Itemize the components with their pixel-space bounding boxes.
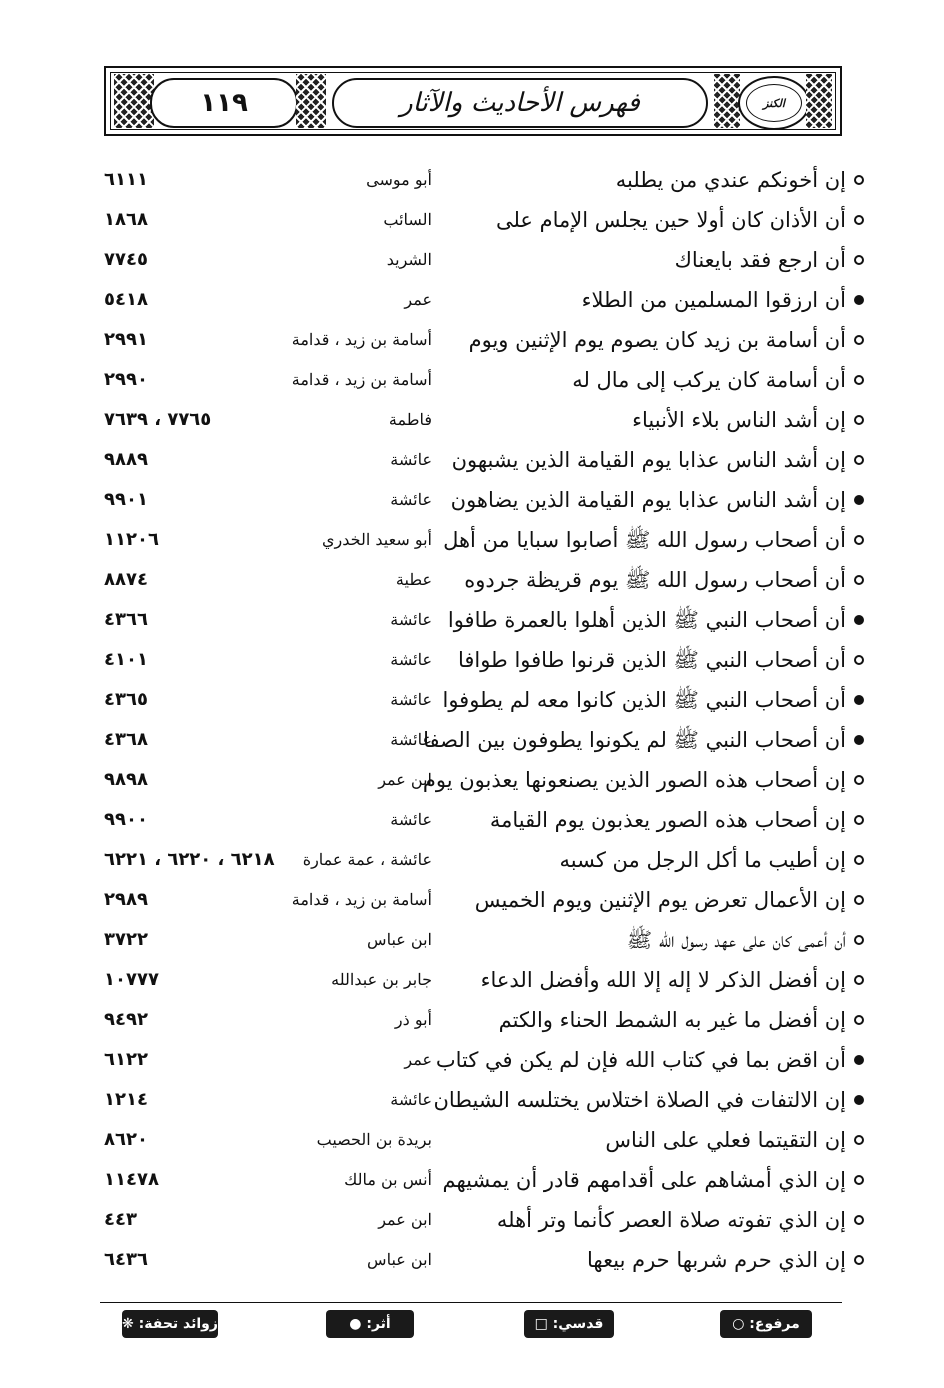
table-row — [100, 840, 864, 880]
hadith-text-label: إن أشد الناس عذابا يوم القيامة الذين يضاهون — [450, 488, 846, 512]
hadith-text — [458, 640, 864, 680]
narrator: عائشة — [390, 810, 432, 829]
hadith-text-label: أن ارزقوا المسلمين من الطلاء — [581, 288, 846, 312]
legend-marfu-label: مرفوع: ○ — [732, 1316, 800, 1332]
table-row — [100, 1000, 864, 1040]
table-row — [100, 160, 864, 200]
table-row — [100, 440, 864, 480]
reference-numbers: ١١٤٧٨ — [104, 1169, 159, 1190]
hadith-text-label: إن الذي حرم شربها حرم بيعها — [587, 1248, 846, 1272]
reference-numbers: ١٠٧٧٧ — [104, 969, 159, 990]
hadith-text — [675, 240, 864, 280]
marfu-marker-icon — [854, 255, 864, 265]
page-title: فهرس الأحاديث والآثار — [400, 88, 640, 118]
reference-numbers: ٤٣٦٥ — [104, 689, 148, 710]
narrator: أنس بن مالك — [344, 1170, 432, 1189]
reference-numbers: ٢٩٩١ — [104, 329, 148, 350]
table-row — [100, 520, 864, 560]
athar-marker-icon — [854, 615, 864, 625]
marfu-marker-icon — [854, 895, 864, 905]
hadith-text — [632, 400, 864, 440]
table-row — [100, 320, 864, 360]
narrator: السائب — [383, 210, 432, 229]
hadith-text-label: أن اقض بما في كتاب الله فإن لم يكن في كتاب — [435, 1048, 846, 1072]
hadith-text — [497, 1200, 864, 1240]
marfu-marker-icon — [854, 455, 864, 465]
narrator: أسامة بن زيد ، قدامة — [291, 890, 432, 909]
hadith-text — [433, 1080, 864, 1120]
table-row — [100, 920, 864, 960]
reference-numbers: ٩٨٩٨ — [104, 769, 148, 790]
narrator: ابن عباس — [367, 930, 432, 949]
reference-numbers: ٩٤٩٢ — [104, 1009, 148, 1030]
narrator: جابر بن عبدالله — [331, 970, 432, 989]
page-number: ١١٩ — [200, 88, 248, 118]
narrator: ابن عباس — [367, 1250, 432, 1269]
marfu-marker-icon — [854, 335, 864, 345]
narrator: عائشة — [390, 1090, 432, 1109]
hadith-text — [481, 960, 864, 1000]
header-ornament-center-right — [714, 74, 740, 128]
hadith-text — [423, 720, 864, 760]
marfu-marker-icon — [854, 415, 864, 425]
marfu-marker-icon — [854, 215, 864, 225]
reference-numbers: ٥٤١٨ — [104, 289, 148, 310]
legend-athar — [326, 1310, 414, 1338]
footer-rule — [100, 1302, 842, 1303]
table-row — [100, 280, 864, 320]
hadith-text — [475, 880, 864, 920]
page-number-cartouche — [150, 78, 298, 128]
marfu-marker-icon — [854, 815, 864, 825]
hadith-text-label: إن أفضل ما غير به الشمط الحناء والكتم — [498, 1008, 846, 1032]
hadith-text-label: إن الذي تفوته صلاة العصر كأنما وتر أهله — [496, 1208, 846, 1232]
hadith-text — [605, 1120, 864, 1160]
reference-numbers: ١٢١٤ — [104, 1089, 148, 1110]
header-ornament-right — [806, 74, 832, 128]
table-row — [100, 1080, 864, 1120]
hadith-text — [572, 360, 864, 400]
reference-numbers: ٦٤٣٦ — [104, 1249, 148, 1270]
athar-marker-icon — [854, 295, 864, 305]
reference-numbers: ٤١٠١ — [104, 649, 148, 670]
marfu-marker-icon — [854, 655, 864, 665]
hadith-text — [443, 520, 864, 560]
hadith-text-label: أن أصحاب النبي ﷺ الذين قرنوا طافوا طوافا — [457, 648, 846, 672]
reference-numbers: ٢٩٨٩ — [104, 889, 148, 910]
hadith-text-label: أن أصحاب النبي ﷺ لم يكونوا يطوفون بين الصفا — [423, 728, 846, 752]
hadith-text-label: إن أفضل الذكر لا إله إلا الله وأفضل الدعاء — [480, 968, 846, 992]
hadith-text-label: إن الالتفات في الصلاة اختلاس يختلسه الشيطان — [433, 1088, 846, 1112]
reference-numbers: ٧٧٦٥ ، ٧٦٣٩ — [104, 409, 212, 430]
reference-numbers: ٢٩٩٠ — [104, 369, 148, 390]
reference-numbers: ٧٧٤٥ — [104, 249, 148, 270]
table-row — [100, 960, 864, 1000]
marfu-marker-icon — [854, 855, 864, 865]
narrator: عائشة — [390, 650, 432, 669]
page-header — [104, 66, 842, 136]
hadith-text-label: إن أصحاب هذه الصور الذين يصنعونها يعذبون يوم — [422, 768, 846, 792]
reference-numbers: ٩٨٨٩ — [104, 449, 148, 470]
narrator: ابن عمر — [378, 770, 432, 789]
marfu-marker-icon — [854, 1015, 864, 1025]
hadith-index-list — [100, 160, 864, 1280]
reference-numbers: ٦٢١٨ ، ٦٢٢٠ ، ٦٢٢١ — [104, 849, 275, 870]
publisher-seal-text: الكنز — [763, 96, 785, 110]
hadith-text-label: أن أعمى كان على عهد رسول الله ﷺ — [626, 928, 846, 952]
hadith-text-label: أن أصحاب رسول الله ﷺ أصابوا سبايا من أهل — [443, 528, 846, 552]
hadith-text — [582, 280, 864, 320]
reference-numbers: ٣٧٢٢ — [104, 929, 148, 950]
reference-numbers: ٦١١١ — [104, 169, 148, 190]
reference-numbers: ٤٤٣ — [104, 1209, 137, 1230]
narrator: عائشة — [390, 610, 432, 629]
legend-zawaid — [122, 1310, 218, 1338]
hadith-text-label: أن أصحاب رسول الله ﷺ يوم قريظة جردوه — [464, 568, 846, 592]
narrator: فاطمة — [388, 410, 432, 429]
header-ornament-center-left — [296, 74, 326, 128]
legend-marfu — [720, 1310, 812, 1338]
table-row — [100, 640, 864, 680]
narrator: أبو ذر — [394, 1010, 432, 1029]
hadith-text — [443, 680, 865, 720]
table-row — [100, 1120, 864, 1160]
hadith-text-label: إن الأعمال تعرض يوم الإثنين ويوم الخميس — [474, 888, 846, 912]
reference-numbers: ٤٣٦٨ — [104, 729, 148, 750]
athar-marker-icon — [854, 695, 864, 705]
narrator: أبو موسى — [366, 170, 432, 189]
reference-numbers: ١١٢٠٦ — [104, 529, 159, 550]
hadith-text — [469, 320, 864, 360]
athar-marker-icon — [854, 495, 864, 505]
hadith-text-label: أن أصحاب النبي ﷺ الذين أهلوا بالعمرة طافوا — [447, 608, 846, 632]
hadith-text — [452, 440, 864, 480]
marfu-marker-icon — [854, 1255, 864, 1265]
hadith-text — [464, 560, 864, 600]
marfu-marker-icon — [854, 1215, 864, 1225]
athar-marker-icon — [854, 735, 864, 745]
hadith-text — [560, 840, 864, 880]
narrator: عمر — [404, 1050, 432, 1069]
narrator: عائشة — [390, 690, 432, 709]
hadith-text — [587, 1240, 864, 1280]
athar-marker-icon — [854, 1095, 864, 1105]
marfu-marker-icon — [854, 1175, 864, 1185]
marfu-marker-icon — [854, 375, 864, 385]
publisher-seal-inner — [746, 84, 802, 122]
reference-numbers: ٩٩٠٠ — [104, 809, 148, 830]
legend-zawaid-label: زوائد تحفة: ❋ — [122, 1316, 218, 1332]
narrator: أبو سعيد الخدري — [322, 530, 432, 549]
hadith-text — [423, 760, 864, 800]
hadith-text — [496, 200, 864, 240]
reference-numbers: ٦١٢٢ — [104, 1049, 148, 1070]
table-row — [100, 560, 864, 600]
table-row — [100, 800, 864, 840]
hadith-text — [448, 600, 864, 640]
hadith-text — [627, 920, 864, 960]
hadith-text — [443, 1160, 864, 1200]
marfu-marker-icon — [854, 775, 864, 785]
table-row — [100, 200, 864, 240]
marfu-marker-icon — [854, 535, 864, 545]
hadith-text-label: إن أطيب ما أكل الرجل من كسبه — [559, 848, 846, 872]
table-row — [100, 600, 864, 640]
table-row — [100, 720, 864, 760]
marfu-marker-icon — [854, 975, 864, 985]
header-ornament-left — [114, 74, 154, 128]
reference-numbers: ١٨٦٨ — [104, 209, 148, 230]
narrator: ابن عمر — [378, 1210, 432, 1229]
narrator: عائشة — [390, 490, 432, 509]
reference-numbers: ٨٨٧٤ — [104, 569, 148, 590]
table-row — [100, 760, 864, 800]
table-row — [100, 1200, 864, 1240]
narrator: عائشة — [390, 450, 432, 469]
hadith-text-label: إن أشد الناس بلاء الأنبياء — [632, 408, 846, 432]
title-cartouche — [332, 78, 708, 128]
reference-numbers: ٨٦٢٠ — [104, 1129, 148, 1150]
table-row — [100, 1240, 864, 1280]
hadith-text — [499, 1000, 864, 1040]
hadith-text-label: أن ارجع فقد بايعناك — [674, 248, 846, 272]
hadith-text-label: أن أصحاب النبي ﷺ الذين كانوا معه لم يطوفوا — [442, 688, 846, 712]
table-row — [100, 1160, 864, 1200]
table-row — [100, 400, 864, 440]
hadith-text — [451, 480, 864, 520]
hadith-text-label: إن الذي أمشاهم على أقدامهم قادر أن يمشيهم — [442, 1168, 846, 1192]
marfu-marker-icon — [854, 935, 864, 945]
narrator: الشريد — [386, 250, 432, 269]
hadith-text-label: إن أشد الناس عذابا يوم القيامة الذين يشبهون — [451, 448, 846, 472]
hadith-text-label: إن أخونكم عندي من يطلبه — [615, 168, 846, 192]
hadith-text-label: أن أسامة كان يركب إلى مال له — [572, 368, 846, 392]
marfu-marker-icon — [854, 175, 864, 185]
reference-numbers: ٩٩٠١ — [104, 489, 148, 510]
table-row — [100, 360, 864, 400]
hadith-text — [490, 800, 864, 840]
narrator: أسامة بن زيد ، قدامة — [291, 330, 432, 349]
hadith-text-label: إن التقيتما فعلي على الناس — [605, 1128, 846, 1152]
table-row — [100, 1040, 864, 1080]
narrator: أسامة بن زيد ، قدامة — [291, 370, 432, 389]
narrator: بريدة بن الحصيب — [316, 1130, 432, 1149]
hadith-text — [436, 1040, 864, 1080]
legend-qudsi-label: قدسي: □ — [534, 1316, 604, 1332]
table-row — [100, 680, 864, 720]
legend-qudsi — [524, 1310, 614, 1338]
table-row — [100, 480, 864, 520]
hadith-text — [616, 160, 864, 200]
legend-athar-label: أثر: ● — [349, 1316, 391, 1332]
hadith-text-label: إن أصحاب هذه الصور يعذبون يوم القيامة — [489, 808, 846, 832]
narrator: عائشة ، عمة عمارة — [302, 850, 432, 869]
hadith-text-label: أن أسامة بن زيد كان يصوم يوم الإثنين ويوم — [468, 328, 846, 352]
hadith-text-label: أن الأذان كان أولا حين يجلس الإمام على — [495, 208, 846, 232]
narrator: عطية — [395, 570, 432, 589]
publisher-seal — [738, 76, 810, 130]
table-row — [100, 240, 864, 280]
narrator: عمر — [404, 290, 432, 309]
narrator: عائشة — [390, 730, 432, 749]
athar-marker-icon — [854, 1055, 864, 1065]
marfu-marker-icon — [854, 575, 864, 585]
table-row — [100, 880, 864, 920]
marfu-marker-icon — [854, 1135, 864, 1145]
reference-numbers: ٤٣٦٦ — [104, 609, 148, 630]
